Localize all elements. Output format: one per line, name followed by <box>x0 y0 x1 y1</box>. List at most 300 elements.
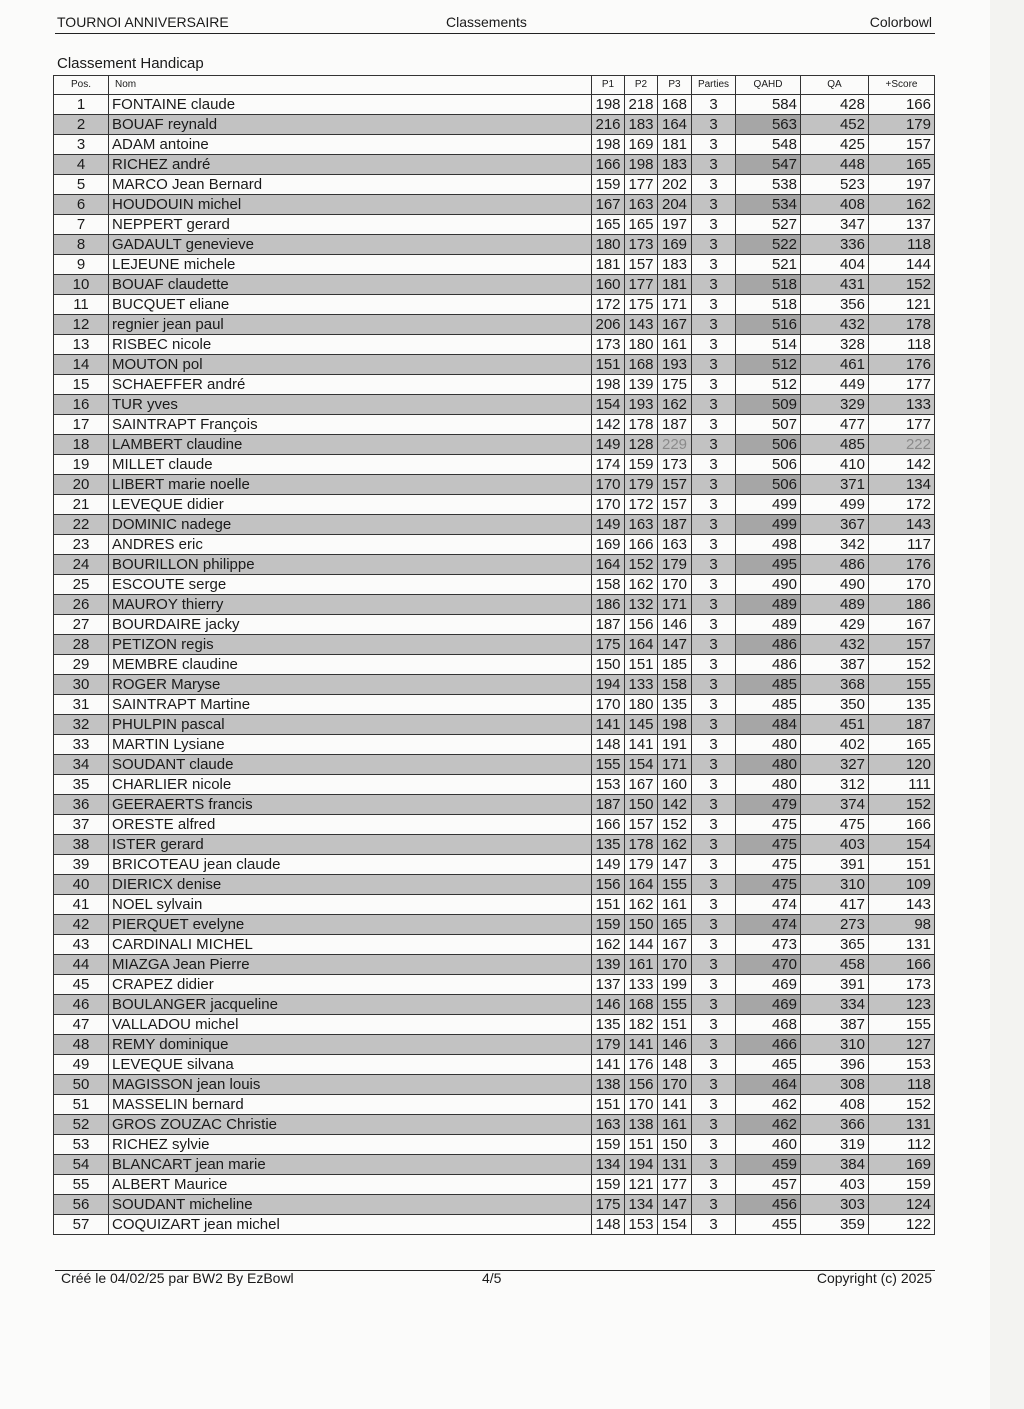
table-row <box>54 675 935 695</box>
cell-p1: 149 <box>592 855 625 875</box>
cell-p2: 179 <box>625 475 658 495</box>
cell-p1: 165 <box>592 215 625 235</box>
cell-name: DIERICX denise <box>109 875 592 895</box>
cell-p2: 157 <box>625 255 658 275</box>
table-row <box>54 1055 935 1075</box>
cell-p1: 174 <box>592 455 625 475</box>
column-header-p3: P3 <box>658 76 692 95</box>
table-row <box>54 475 935 495</box>
cell-qa: 387 <box>801 655 869 675</box>
cell-p1: 180 <box>592 235 625 255</box>
cell-p3: 193 <box>658 355 692 375</box>
table-row <box>54 455 935 475</box>
cell-p1: 206 <box>592 315 625 335</box>
cell-score: 133 <box>869 395 935 415</box>
column-header-nom: Nom <box>109 76 592 95</box>
cell-name: GADAULT genevieve <box>109 235 592 255</box>
cell-p3: 163 <box>658 535 692 555</box>
cell-qahd: 509 <box>736 395 801 415</box>
cell-qa: 425 <box>801 135 869 155</box>
cell-qahd: 480 <box>736 735 801 755</box>
cell-name: RICHEZ sylvie <box>109 1135 592 1155</box>
cell-qa: 391 <box>801 975 869 995</box>
cell-qa: 303 <box>801 1195 869 1215</box>
cell-p1: 146 <box>592 995 625 1015</box>
cell-p2: 175 <box>625 295 658 315</box>
table-row <box>54 995 935 1015</box>
table-row <box>54 1195 935 1215</box>
cell-parties: 3 <box>692 95 736 115</box>
cell-qa: 499 <box>801 495 869 515</box>
document-title: Classements <box>446 14 527 30</box>
copyright-note: Copyright (c) 2025 <box>816 1270 932 1286</box>
cell-qa: 387 <box>801 1015 869 1035</box>
cell-pos: 31 <box>54 695 109 715</box>
cell-p2: 141 <box>625 1035 658 1055</box>
cell-qahd: 455 <box>736 1215 801 1235</box>
cell-p1: 179 <box>592 1035 625 1055</box>
cell-pos: 54 <box>54 1155 109 1175</box>
cell-p2: 138 <box>625 1115 658 1135</box>
cell-qa: 403 <box>801 1175 869 1195</box>
cell-parties: 3 <box>692 1075 736 1095</box>
cell-score: 120 <box>869 755 935 775</box>
cell-p3: 162 <box>658 395 692 415</box>
cell-parties: 3 <box>692 1155 736 1175</box>
cell-p3: 187 <box>658 415 692 435</box>
cell-qahd: 547 <box>736 155 801 175</box>
cell-score: 127 <box>869 1035 935 1055</box>
cell-qahd: 459 <box>736 1155 801 1175</box>
cell-qahd: 486 <box>736 655 801 675</box>
cell-p2: 218 <box>625 95 658 115</box>
cell-score: 111 <box>869 775 935 795</box>
cell-qahd: 485 <box>736 695 801 715</box>
table-row <box>54 1095 935 1115</box>
cell-qahd: 563 <box>736 115 801 135</box>
cell-pos: 41 <box>54 895 109 915</box>
cell-pos: 21 <box>54 495 109 515</box>
cell-qahd: 456 <box>736 1195 801 1215</box>
table-row <box>54 655 935 675</box>
cell-p2: 176 <box>625 1055 658 1075</box>
cell-qahd: 516 <box>736 315 801 335</box>
ranking-table <box>53 75 935 1235</box>
cell-name: DOMINIC nadege <box>109 515 592 535</box>
table-row <box>54 95 935 115</box>
cell-pos: 52 <box>54 1115 109 1135</box>
cell-p2: 164 <box>625 875 658 895</box>
cell-score: 162 <box>869 195 935 215</box>
cell-p3: 169 <box>658 235 692 255</box>
cell-p2: 143 <box>625 315 658 335</box>
cell-score: 124 <box>869 1195 935 1215</box>
cell-score: 178 <box>869 315 935 335</box>
cell-score: 143 <box>869 895 935 915</box>
cell-p3: 154 <box>658 1215 692 1235</box>
cell-pos: 43 <box>54 935 109 955</box>
cell-pos: 20 <box>54 475 109 495</box>
cell-p3: 160 <box>658 775 692 795</box>
cell-score: 155 <box>869 675 935 695</box>
cell-name: SOUDANT micheline <box>109 1195 592 1215</box>
cell-name: LAMBERT claudine <box>109 435 592 455</box>
cell-p3: 177 <box>658 1175 692 1195</box>
table-row <box>54 415 935 435</box>
cell-qa: 523 <box>801 175 869 195</box>
cell-p1: 148 <box>592 735 625 755</box>
cell-name: MAUROY thierry <box>109 595 592 615</box>
cell-p2: 178 <box>625 835 658 855</box>
cell-score: 167 <box>869 615 935 635</box>
cell-score: 143 <box>869 515 935 535</box>
cell-name: LEVEQUE didier <box>109 495 592 515</box>
column-header-parties: Parties <box>692 76 736 95</box>
cell-p3: 150 <box>658 1135 692 1155</box>
cell-p1: 162 <box>592 935 625 955</box>
table-row <box>54 195 935 215</box>
table-row <box>54 615 935 635</box>
table-row <box>54 515 935 535</box>
column-header-p2: P2 <box>625 76 658 95</box>
cell-p1: 198 <box>592 95 625 115</box>
cell-p2: 145 <box>625 715 658 735</box>
table-row <box>54 1015 935 1035</box>
cell-p2: 144 <box>625 935 658 955</box>
table-row <box>54 635 935 655</box>
cell-p1: 151 <box>592 355 625 375</box>
cell-p2: 163 <box>625 195 658 215</box>
cell-pos: 7 <box>54 215 109 235</box>
cell-score: 173 <box>869 975 935 995</box>
cell-pos: 25 <box>54 575 109 595</box>
cell-pos: 10 <box>54 275 109 295</box>
cell-name: NEPPERT gerard <box>109 215 592 235</box>
cell-p1: 156 <box>592 875 625 895</box>
cell-p2: 168 <box>625 355 658 375</box>
cell-score: 134 <box>869 475 935 495</box>
cell-pos: 3 <box>54 135 109 155</box>
cell-p1: 175 <box>592 635 625 655</box>
cell-pos: 34 <box>54 755 109 775</box>
cell-score: 222 <box>869 435 935 455</box>
table-row <box>54 1175 935 1195</box>
cell-qa: 334 <box>801 995 869 1015</box>
cell-parties: 3 <box>692 655 736 675</box>
cell-parties: 3 <box>692 1115 736 1135</box>
cell-parties: 3 <box>692 235 736 255</box>
cell-name: GROS ZOUZAC Christie <box>109 1115 592 1135</box>
table-row <box>54 1115 935 1135</box>
cell-name: BUCQUET eliane <box>109 295 592 315</box>
table-row <box>54 155 935 175</box>
cell-qa: 310 <box>801 875 869 895</box>
cell-score: 98 <box>869 915 935 935</box>
cell-name: BOULANGER jacqueline <box>109 995 592 1015</box>
cell-p2: 164 <box>625 635 658 655</box>
cell-p1: 167 <box>592 195 625 215</box>
cell-parties: 3 <box>692 375 736 395</box>
cell-p3: 170 <box>658 575 692 595</box>
cell-qahd: 469 <box>736 975 801 995</box>
cell-name: ISTER gerard <box>109 835 592 855</box>
cell-p2: 161 <box>625 955 658 975</box>
cell-parties: 3 <box>692 495 736 515</box>
cell-pos: 15 <box>54 375 109 395</box>
cell-p3: 141 <box>658 1095 692 1115</box>
cell-parties: 3 <box>692 575 736 595</box>
cell-qahd: 462 <box>736 1115 801 1135</box>
cell-p2: 151 <box>625 1135 658 1155</box>
cell-qa: 432 <box>801 635 869 655</box>
cell-qa: 461 <box>801 355 869 375</box>
table-row <box>54 1075 935 1095</box>
cell-parties: 3 <box>692 975 736 995</box>
cell-parties: 3 <box>692 535 736 555</box>
cell-pos: 28 <box>54 635 109 655</box>
cell-qa: 475 <box>801 815 869 835</box>
cell-qa: 336 <box>801 235 869 255</box>
table-row <box>54 375 935 395</box>
cell-name: BOUAF reynald <box>109 115 592 135</box>
table-row <box>54 695 935 715</box>
cell-p3: 157 <box>658 495 692 515</box>
cell-name: RISBEC nicole <box>109 335 592 355</box>
cell-pos: 22 <box>54 515 109 535</box>
cell-parties: 3 <box>692 735 736 755</box>
cell-name: MIAZGA Jean Pierre <box>109 955 592 975</box>
cell-p3: 171 <box>658 755 692 775</box>
cell-pos: 46 <box>54 995 109 1015</box>
cell-parties: 3 <box>692 335 736 355</box>
cell-qahd: 473 <box>736 935 801 955</box>
cell-p1: 135 <box>592 1015 625 1035</box>
table-row <box>54 795 935 815</box>
cell-p3: 161 <box>658 895 692 915</box>
cell-score: 112 <box>869 1135 935 1155</box>
table-row <box>54 175 935 195</box>
table-row <box>54 315 935 335</box>
cell-parties: 3 <box>692 675 736 695</box>
cell-p1: 170 <box>592 495 625 515</box>
cell-pos: 42 <box>54 915 109 935</box>
cell-parties: 3 <box>692 315 736 335</box>
cell-name: PETIZON regis <box>109 635 592 655</box>
cell-score: 176 <box>869 355 935 375</box>
cell-p3: 157 <box>658 475 692 495</box>
cell-p3: 185 <box>658 655 692 675</box>
cell-name: BOURILLON philippe <box>109 555 592 575</box>
table-row <box>54 1035 935 1055</box>
cell-score: 166 <box>869 815 935 835</box>
table-row <box>54 975 935 995</box>
cell-p1: 172 <box>592 295 625 315</box>
cell-p3: 202 <box>658 175 692 195</box>
cell-qahd: 512 <box>736 355 801 375</box>
cell-parties: 3 <box>692 155 736 175</box>
cell-p1: 187 <box>592 795 625 815</box>
cell-pos: 36 <box>54 795 109 815</box>
cell-qahd: 534 <box>736 195 801 215</box>
cell-name: COQUIZART jean michel <box>109 1215 592 1235</box>
cell-qahd: 469 <box>736 995 801 1015</box>
cell-pos: 48 <box>54 1035 109 1055</box>
cell-p3: 158 <box>658 675 692 695</box>
cell-p1: 187 <box>592 615 625 635</box>
cell-qa: 408 <box>801 195 869 215</box>
cell-parties: 3 <box>692 815 736 835</box>
cell-pos: 18 <box>54 435 109 455</box>
cell-qa: 391 <box>801 855 869 875</box>
cell-name: MASSELIN bernard <box>109 1095 592 1115</box>
table-row <box>54 235 935 255</box>
cell-qahd: 527 <box>736 215 801 235</box>
cell-parties: 3 <box>692 855 736 875</box>
table-row <box>54 355 935 375</box>
cell-score: 166 <box>869 955 935 975</box>
cell-name: VALLADOU michel <box>109 1015 592 1035</box>
cell-p2: 157 <box>625 815 658 835</box>
cell-p2: 121 <box>625 1175 658 1195</box>
cell-qa: 485 <box>801 435 869 455</box>
cell-score: 121 <box>869 295 935 315</box>
cell-p2: 132 <box>625 595 658 615</box>
cell-score: 142 <box>869 455 935 475</box>
cell-parties: 3 <box>692 835 736 855</box>
cell-qa: 359 <box>801 1215 869 1235</box>
cell-score: 186 <box>869 595 935 615</box>
cell-pos: 32 <box>54 715 109 735</box>
cell-qahd: 457 <box>736 1175 801 1195</box>
cell-qahd: 466 <box>736 1035 801 1055</box>
cell-qa: 327 <box>801 755 869 775</box>
cell-pos: 44 <box>54 955 109 975</box>
cell-qa: 490 <box>801 575 869 595</box>
cell-pos: 29 <box>54 655 109 675</box>
table-row <box>54 755 935 775</box>
cell-parties: 3 <box>692 915 736 935</box>
cell-p3: 165 <box>658 915 692 935</box>
cell-qahd: 465 <box>736 1055 801 1075</box>
cell-p3: 198 <box>658 715 692 735</box>
cell-pos: 24 <box>54 555 109 575</box>
table-header-row <box>54 76 935 95</box>
cell-pos: 2 <box>54 115 109 135</box>
cell-parties: 3 <box>692 1195 736 1215</box>
cell-p2: 178 <box>625 415 658 435</box>
cell-name: MARTIN Lysiane <box>109 735 592 755</box>
cell-qahd: 512 <box>736 375 801 395</box>
cell-qa: 308 <box>801 1075 869 1095</box>
cell-pos: 49 <box>54 1055 109 1075</box>
cell-pos: 27 <box>54 615 109 635</box>
cell-p1: 151 <box>592 895 625 915</box>
cell-name: BLANCART jean marie <box>109 1155 592 1175</box>
cell-p1: 173 <box>592 335 625 355</box>
cell-score: 157 <box>869 635 935 655</box>
cell-pos: 11 <box>54 295 109 315</box>
cell-parties: 3 <box>692 875 736 895</box>
cell-p2: 177 <box>625 175 658 195</box>
table-row <box>54 295 935 315</box>
cell-p3: 170 <box>658 955 692 975</box>
cell-p1: 198 <box>592 135 625 155</box>
cell-qa: 432 <box>801 315 869 335</box>
cell-parties: 3 <box>692 795 736 815</box>
cell-p1: 186 <box>592 595 625 615</box>
cell-p2: 133 <box>625 675 658 695</box>
cell-p2: 156 <box>625 615 658 635</box>
cell-qa: 428 <box>801 95 869 115</box>
cell-pos: 26 <box>54 595 109 615</box>
cell-p2: 151 <box>625 655 658 675</box>
cell-pos: 23 <box>54 535 109 555</box>
cell-p3: 168 <box>658 95 692 115</box>
cell-score: 152 <box>869 655 935 675</box>
cell-p1: 141 <box>592 1055 625 1075</box>
cell-p3: 170 <box>658 1075 692 1095</box>
cell-p2: 139 <box>625 375 658 395</box>
cell-qahd: 522 <box>736 235 801 255</box>
cell-qahd: 480 <box>736 775 801 795</box>
cell-name: BRICOTEAU jean claude <box>109 855 592 875</box>
cell-name: BOURDAIRE jacky <box>109 615 592 635</box>
cell-name: MAGISSON jean louis <box>109 1075 592 1095</box>
cell-p2: 169 <box>625 135 658 155</box>
table-row <box>54 895 935 915</box>
cell-score: 165 <box>869 735 935 755</box>
cell-p3: 181 <box>658 135 692 155</box>
cell-qahd: 475 <box>736 855 801 875</box>
tournament-title: TOURNOI ANNIVERSAIRE <box>57 14 229 30</box>
column-header-score: +Score <box>869 76 935 95</box>
cell-parties: 3 <box>692 255 736 275</box>
cell-name: SAINTRAPT François <box>109 415 592 435</box>
cell-parties: 3 <box>692 415 736 435</box>
cell-p2: 166 <box>625 535 658 555</box>
cell-p2: 134 <box>625 1195 658 1215</box>
table-row <box>54 595 935 615</box>
cell-pos: 56 <box>54 1195 109 1215</box>
cell-pos: 4 <box>54 155 109 175</box>
cell-qahd: 489 <box>736 595 801 615</box>
table-row <box>54 855 935 875</box>
cell-qa: 329 <box>801 395 869 415</box>
cell-p3: 187 <box>658 515 692 535</box>
cell-score: 197 <box>869 175 935 195</box>
cell-p1: 158 <box>592 575 625 595</box>
table-row <box>54 835 935 855</box>
cell-score: 170 <box>869 575 935 595</box>
cell-qa: 374 <box>801 795 869 815</box>
table-row <box>54 495 935 515</box>
cell-name: REMY dominique <box>109 1035 592 1055</box>
cell-qa: 328 <box>801 335 869 355</box>
cell-parties: 3 <box>692 195 736 215</box>
table-row <box>54 575 935 595</box>
cell-qa: 273 <box>801 915 869 935</box>
cell-parties: 3 <box>692 1215 736 1235</box>
cell-score: 117 <box>869 535 935 555</box>
cell-qahd: 489 <box>736 615 801 635</box>
cell-name: ESCOUTE serge <box>109 575 592 595</box>
cell-pos: 39 <box>54 855 109 875</box>
table-row <box>54 115 935 135</box>
cell-pos: 57 <box>54 1215 109 1235</box>
cell-p2: 153 <box>625 1215 658 1235</box>
cell-p1: 160 <box>592 275 625 295</box>
cell-p1: 134 <box>592 1155 625 1175</box>
